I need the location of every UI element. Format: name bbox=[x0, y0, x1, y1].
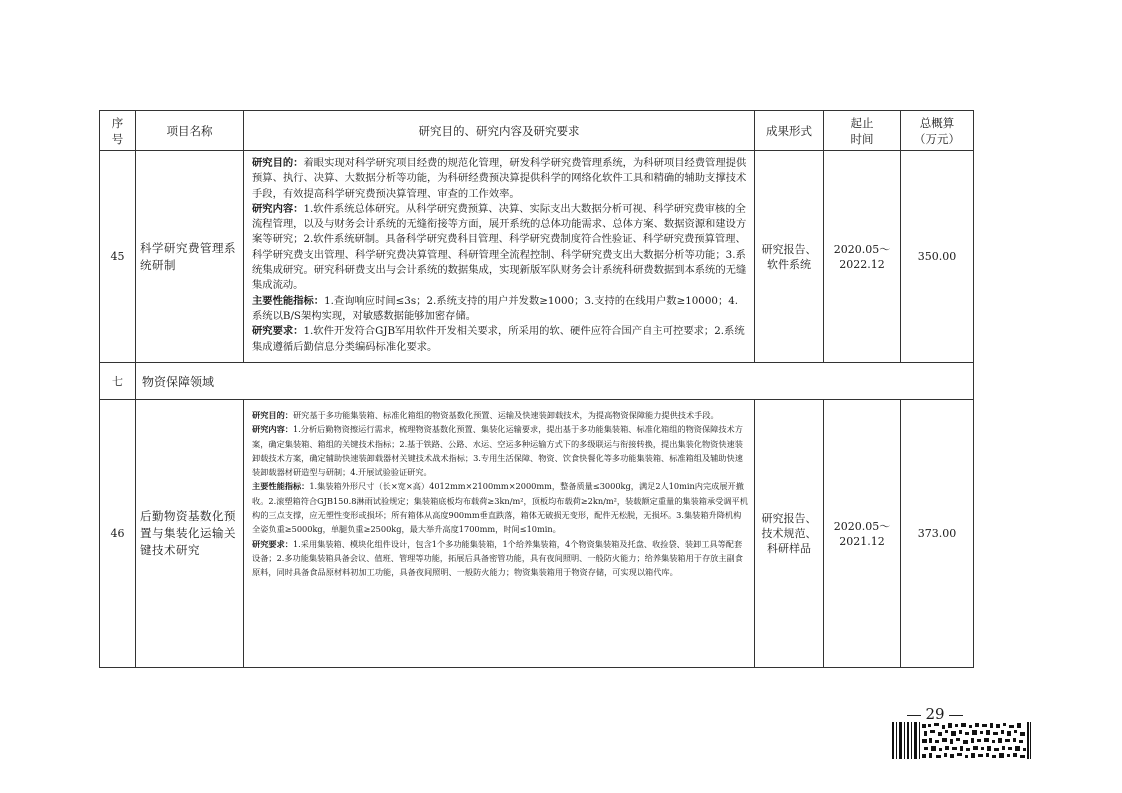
row-result: 研究报告、软件系统 bbox=[755, 151, 824, 363]
header-name: 项目名称 bbox=[136, 111, 244, 151]
section-row bbox=[100, 363, 974, 400]
row-period: 2020.05～2021.12 bbox=[824, 400, 901, 668]
barcode-image bbox=[892, 722, 1032, 759]
header-budget: 总概算 （万元） bbox=[901, 111, 974, 151]
section-title: 物资保障领域 bbox=[136, 363, 974, 400]
page-dash-left bbox=[907, 715, 921, 716]
row-content bbox=[244, 151, 755, 363]
table-header-row bbox=[100, 111, 974, 151]
row-result: 研究报告、技术规范、科研样品 bbox=[755, 400, 824, 668]
row-seq: 45 bbox=[100, 151, 136, 363]
content-metrics: 主要性能指标：1.集装箱外形尺寸（长×宽×高）4012mm×2100mm×2000mm，整备质量≤3000kg，满足2人10min内完成展开撤收。2.滚塑箱符合GJB150.8淋雨试验规定；集装箱底板均布载荷≥3kn/m²，顶板均布载荷≥2kn/m²，装载额定重量的集装箱承受调平机构的三点支撑，应无塑性变形或损坏；所有箱体从高度900mm垂直跌落，箱体无破损无变形，配件无松脱，无损坏。3.集装箱升降机构全姿负重≥5000kg，单腿负重≥2500kg，最大举升高度1700mm，时间≤10min。 bbox=[252, 481, 748, 535]
row-seq: 46 bbox=[100, 400, 136, 668]
content-metrics: 主要性能指标：1.查询响应时间≤3s；2.系统支持的用户并发数≥1000；3.支持的在线用户数≥10000；4.系统以B/S架构实现，对敏感数据能够加密存储。 bbox=[252, 294, 739, 322]
header-content: 研究目的、研究内容及研究要求 bbox=[244, 111, 755, 151]
section-seq: 七 bbox=[100, 363, 136, 400]
page-dash-right bbox=[949, 715, 963, 716]
row-budget: 350.00 bbox=[901, 151, 974, 363]
row-budget: 373.00 bbox=[901, 400, 974, 668]
header-result: 成果形式 bbox=[755, 111, 824, 151]
content-scope: 研究内容：1.软件系统总体研究。从科学研究费预算、决算、实际支出大数据分析可视、科学研究费审核的全流程管理，以及与财务会计系统的无缝衔接等方面，展开系统的总体功能需求、总体方案、数据资源和建设方案等研究；2.软件系统研制。具备科学研究费科目管理、科学研究费制度符合性验证、科学研究费预算管理、科学研究费支出管理、科学研究费决算管理、科研管理全流程控制、科学研究费支出大数据分析等功能；3.系统集成研究。研究科研费支出与会计系统的数据集成，实现新版军队财务会计系统科研费数据到本系统的无缝集成流动。 bbox=[252, 202, 747, 292]
row-content bbox=[244, 400, 755, 668]
header-period: 起止 时间 bbox=[824, 111, 901, 151]
header-seq: 序 号 bbox=[100, 111, 136, 151]
content-requirements: 研究要求：1.软件开发符合GJB军用软件开发相关要求，所采用的软、硬件应符合国产自主可控要求；2.系统集成遵循后勤信息分类编码标准化要求。 bbox=[252, 325, 745, 353]
row-project-name: 科学研究费管理系统研制 bbox=[136, 151, 244, 363]
content-scope: 研究内容：1.分析后勤物资擦运行需求，梳理物资基数化预置、集装化运输要求，提出基于多功能集装箱、标准化箱组的物资保障技术方案，确定集装箱、箱组的关键技术指标；2.基于铁路、公路、水运、空运多种运输方式下的多级联运与衔接转换，提出集装化物资快速装卸载技术方案，确定辅助快速装卸载器材关键技术战术指标；3.专用生活保障、物资、饮食快餐化等多功能集装箱、标准箱组及辅助快速装卸载器材研造型与研制；4.开展试验验证研究。 bbox=[252, 424, 743, 478]
row-project-name: 后勤物资基数化预置与集装化运输关键技术研究 bbox=[136, 400, 244, 668]
content-purpose: 研究目的：研究基于多功能集装箱、标准化箱组的物资基数化预置、运输及快速装卸载技术，为提高物资保障能力提供技术手段。 bbox=[252, 410, 719, 420]
content-purpose: 研究目的：着眼实现对科学研究项目经费的规范化管理，研发科学研究费管理系统，为科研项目经费管理提供预算、执行、决算、大数据分析等功能，为科研经费预决算提供科学的网络化软件工具和精确的辅助支撑技术手段，有效提高科学研究费预决算管理、审查的工作效率。 bbox=[252, 157, 747, 200]
row-period: 2020.05～2022.12 bbox=[824, 151, 901, 363]
table-row bbox=[100, 151, 974, 363]
content-requirements: 研究要求：1.采用集装箱、模块化组件设计，包含1个多功能集装箱，1个给养集装箱，4个物资集装箱及托盘、收捡袋、装卸工具等配套设备；2.多功能集装箱具备会议、值班、管理等功能，拓展后具备密管功能，具有夜间照明、一般防火能力；给养集装箱用于存放主副食原料，同时具备食品原材料初加工功能，具备夜间照明、一般防火能力；物资集装箱用于物资存储，可实现以箱代库。 bbox=[252, 538, 743, 578]
table-row bbox=[100, 400, 974, 668]
project-table bbox=[99, 110, 974, 668]
page-number: 29 bbox=[900, 705, 970, 723]
